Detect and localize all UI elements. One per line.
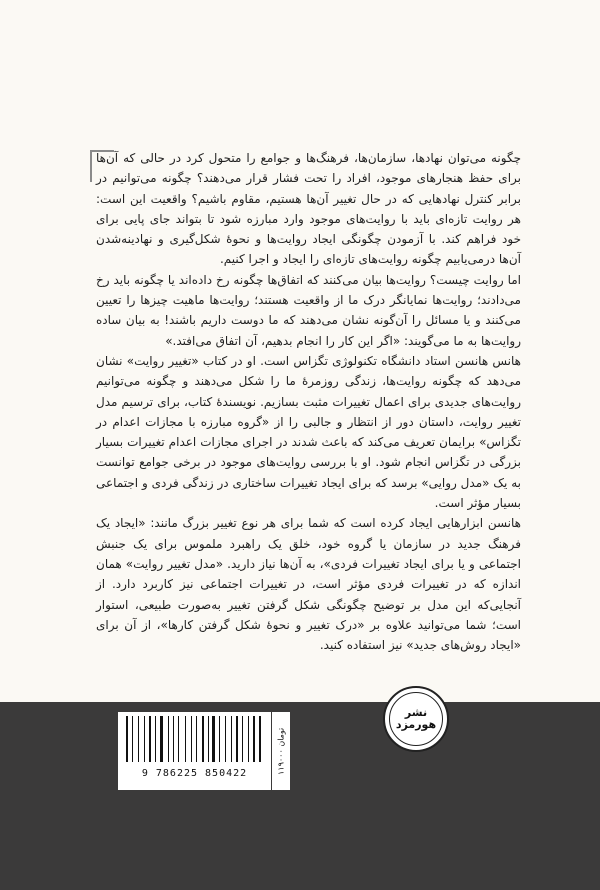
barcode-bar	[227, 716, 229, 762]
barcode	[118, 712, 271, 790]
barcode-bar	[216, 716, 217, 762]
barcode-bar	[236, 716, 238, 762]
barcode-bar	[129, 716, 130, 762]
back-cover-text	[96, 148, 521, 655]
barcode-bar	[243, 716, 246, 762]
publisher-logo	[383, 686, 449, 752]
barcode-bar	[170, 716, 171, 762]
barcode-bar	[250, 716, 251, 762]
barcode-bar	[134, 716, 136, 762]
barcode-bar	[175, 716, 176, 762]
barcode-bar	[225, 716, 226, 762]
barcode-bar	[146, 716, 147, 762]
barcode-bar	[191, 716, 192, 762]
bottom-dark-band	[0, 702, 600, 890]
barcode-bar	[212, 716, 215, 762]
barcode-bar	[155, 716, 156, 762]
barcode-bar	[144, 716, 145, 762]
price-label: ۱۱۹۰۰۰ تومان	[272, 712, 290, 790]
barcode-bar	[262, 716, 263, 762]
barcode-bar	[239, 716, 240, 762]
barcode-bar	[202, 716, 204, 762]
barcode-bar	[196, 716, 197, 762]
paragraph-3: هانس هانسن استاد دانشگاه تکنولوژی تگزاس است. او در کتاب «تغییر روایت» نشان می‌دهد که چگونه روایت‌ها، زندگی روزمرهٔ ما را شکل می‌دهند و چگونه می‌توانیم روایت‌های جدیدی برای اعمال تغییرات مثبت بسازیم. نویسندهٔ کتاب، برای ترسیم مدل تغییر روایت، داستان دور از انتظار و جالبی را از «گروه مبارزه با مجازات اعدام در تگزاس» برایمان تعریف می‌کند که باعث شدند در اجرای مجازات اعدام تغییرات بسیار بزرگی در تگزاس انجام شود. او با بررسی روایت‌های موجود در برخی جوامع توانست به یک «مدل روایی» برسد که برای ایجاد تغییرات ساختاری در زندگی فردی و اجتماعی بسیار مؤثر است.	[96, 353, 521, 511]
barcode-bar	[157, 716, 158, 762]
barcode-bar	[233, 716, 234, 762]
publisher-logo-text: نشر هورمزد	[389, 692, 443, 746]
barcode-bar	[173, 716, 175, 762]
barcode-bar	[152, 716, 153, 762]
barcode-bar	[168, 716, 169, 762]
barcode-bar	[185, 716, 186, 762]
barcode-bar	[259, 716, 261, 762]
paragraph-4: هانسن ابزارهایی ایجاد کرده است که شما برای هر نوع تغییر بزرگ مانند: «ایجاد یک فرهنگ جدید در سازمان یا گروه خود، خلق یک راهبرد ملموس برای یک جنبش اجتماعی و یا برای ایجاد تغییرات فردی»، به آن‌ها نیاز دارید. «مدل تغییر روایت» همان اندازه که در تغییرات فردی مؤثر است، در تغییرات اجتماعی نیز کاربرد دارد. از آنجایی‌که این مدل بر توضیح چگونگی شکل گرفتن تغییر به‌صورت طبیعی، استوار است؛ شما می‌توانید علاوه بر «درک تغییر و نحوهٔ شکل گرفتن کارها»، از آن برای «ایجاد روش‌های جدید» نیز استفاده کنید.	[96, 516, 521, 653]
barcode-bar	[242, 716, 243, 762]
barcode-bar	[198, 716, 200, 762]
barcode-bar	[193, 716, 194, 762]
barcode-bar	[248, 716, 249, 762]
barcode-bar	[140, 716, 143, 762]
barcode-bar	[208, 716, 209, 762]
paragraph-1: چگونه می‌توان نهادها، سازمان‌ها، فرهنگ‌ها و جوامع را متحول کرد در حالی که آن‌ها برای حفظ هنجارهای موجود، افراد را تحت فشار قرار می‌دهند؟ چگونه می‌توانیم در برابر کنترل نهادهایی که در حال تغییر آن‌ها هستیم، مقاوم باشیم؟ واقعیت این است: هر روایت تازه‌ای باید با روایت‌های موجود وارد مبارزه شود تا بتواند جای پایی برای خود فراهم کند. با آزمودن چگونگی ایجاد روایت‌ها و نحوهٔ شکل‌گیری و نهادینه‌شدن آن‌ها درمی‌یابیم چگونه روایت‌های تازه‌ای را ایجاد و اجرا کنیم.	[96, 151, 521, 267]
barcode-bar	[160, 716, 163, 762]
barcode-bar	[221, 716, 223, 762]
barcode-bar	[187, 716, 189, 762]
barcode-bar	[126, 716, 128, 762]
paragraph-2: اما روایت چیست؟ روایت‌ها بیان می‌کنند که اتفاق‌ها چگونه رخ داده‌اند یا چگونه باید رخ می‌دادند؛ روایت‌ها نمایانگر درک ما از واقعیت هستند؛ روایت‌ها ماهیت چیزها را تعیین می‌کنند و یا مسائل را آن‌گونه نشان می‌دهند که ما دوست داریم باشند! به بیان ساده روایت‌ها به ما می‌گویند: «اگر این کار را انجام بدهیم، آن اتفاق می‌افتد.»	[96, 272, 521, 348]
barcode-bar	[219, 716, 220, 762]
barcode-bar	[256, 716, 257, 762]
barcode-bar	[164, 716, 166, 762]
barcode-bar	[178, 716, 179, 762]
barcode-bar	[231, 716, 232, 762]
barcode-bar	[180, 716, 183, 762]
isbn-number: 9 786225 850422	[141, 768, 248, 779]
barcode-bar	[205, 716, 206, 762]
barcode-bar	[138, 716, 139, 762]
barcode-bar	[132, 716, 133, 762]
barcode-bar	[209, 716, 210, 762]
barcode-bars	[126, 716, 265, 762]
barcode-bar	[253, 716, 255, 762]
barcode-bar	[149, 716, 151, 762]
